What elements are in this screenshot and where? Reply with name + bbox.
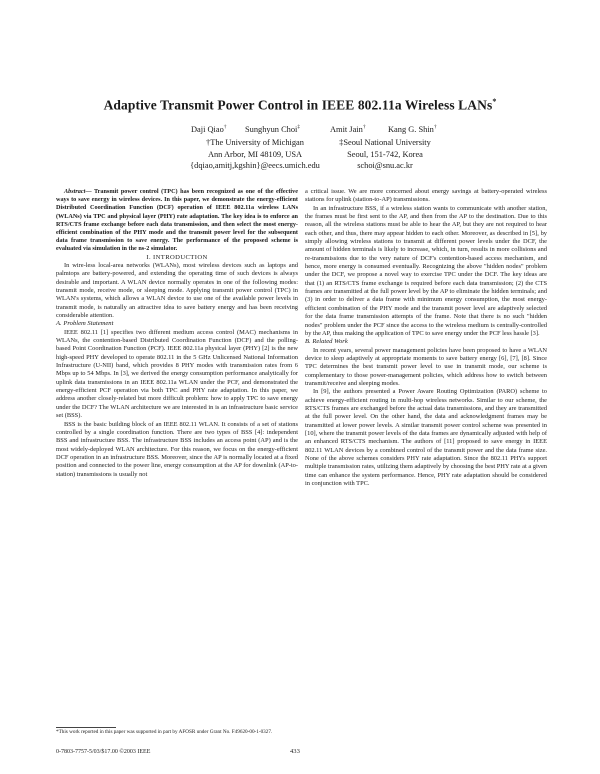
author-4-name: Kang G. Shin <box>388 124 434 134</box>
copyright-line: 0-7803-7757-5/03/$17.00 ©2003 IEEE <box>56 749 151 755</box>
problem-paragraph-1: IEEE 802.11 [1] specifies two different medium access control (MAC) mechanisms in WLANs, the contention-based Distributed Coordination Function (DCF) and the polling-based Point Coordination Function (PCF). IEEE 802.11a physical layer (PHY) [2] is the new high-speed PHY developed to operate 802.11 in the 5 GHz Unlicensed National Information Infrastructure (U-NII) band, which provides 8 PHY modes with transmission rates from 6 Mbps up to 54 Mbps. In [3], we derived the energy consumption performance analytically for uplink data transmissions in an IEEE 802.11a WLAN under the PCF, and demonstrated the energy-efficient PCF operation via both TPC and PHY rate adaptation. In this paper, we address another closely-related but more difficult problem: how to apply TPC to save energy under the DCF? The WLAN architecture we are interested in is an infrastructure basic service set (BSS). <box>56 328 298 420</box>
author-4 <box>388 124 437 134</box>
related-work-paragraph-1: In recent years, several power management policies have been proposed to have a WLAN device to sleep adaptively at appropriate moments to save battery energy [6], [7], [8]. Since TPC determines the best transmit power level to use in transmit mode, our scheme is complementary to those power-management policies, which address how to switch between transmit/receive and sleeping modes. <box>305 346 547 387</box>
footnote-divider <box>56 727 116 728</box>
author-3-name: Amit Jain <box>330 124 363 134</box>
author-2 <box>245 124 300 134</box>
paper-title <box>0 97 600 114</box>
author-3 <box>330 124 366 134</box>
author-1-name: Daji Qiao <box>191 124 224 134</box>
problem-paragraph-2: BSS is the basic building block of an IEEE 802.11 WLAN. It consists of a set of stations controlled by a single coordination function. There are two types of BSS [4]: independent BSS and infrastructure BSS. The infrastructure BSS includes an access point (AP) and is the most widely-deployed WLAN architecture. For this reason, we focus on the energy-efficient DCF operation in an infrastructure BSS. Moreover, since the AP is normally located at a fixed position and connected to the power line, energy consumption at the AP for downlink (AP-to-station) transmissions is usually not <box>56 420 298 478</box>
title-footnote-mark: * <box>492 97 497 106</box>
abstract-text: — Transmit power control (TPC) has been recognized as one of the effective ways to save energy in wireless devices. In this paper, we demonstrate the energy-efficient Distributed Coordination Function (DCF) operation of IEEE 802.11a wireless LANs (WLANs) via TPC and physical layer (PHY) rate adaptation. The key idea is to enforce an RTS/CTS frame exchange before each data transmission, and then select the most energy-efficient combination of the PHY mode and the transmit power level for the subsequent data frame transmission to save energy. The performance of the proposed scheme is evaluated via simulation in the ns-2 simulator. <box>56 188 298 253</box>
subsection-heading-related-work: B. Related Work <box>305 338 348 346</box>
intro-paragraph: In wire-less local-area networks (WLANs), most wireless devices such as laptops and palmtops are battery-powered, and extending the operating time of such devices is always desirable and important. A WLAN device normally operates in one of the following modes: transmit mode, receive mode, or sleeping mode. Applying transmit power control (TPC) in WLAN's systems, which allows a WLAN device to use one of the available power levels in transmit mode, is naturally an attractive idea to save battery energy and has been receiving considerable attention. <box>56 261 298 320</box>
abstract-label: Abstract <box>64 188 86 195</box>
affiliation-seoul-email: schoi@snu.ac.kr <box>357 161 413 170</box>
affiliation-michigan-line1: †The University of Michigan <box>206 138 304 147</box>
left-column <box>56 188 298 479</box>
author-1 <box>191 124 227 134</box>
right-column <box>305 188 547 488</box>
section-heading-introduction: I. INTRODUCTION <box>146 253 208 261</box>
author-1-mark: † <box>223 124 227 130</box>
subsection-heading-problem-statement: A. Problem Statement <box>56 320 114 328</box>
affiliation-michigan-email: {dqiao,amitj,kgshin}@eecs.umich.edu <box>190 161 320 170</box>
abstract <box>56 188 298 254</box>
footnote: *This work reported in this paper was supported in part by AFOSR under Grant No. F49620-00-1-0327. <box>56 729 273 735</box>
affiliation-seoul-line1: ‡Seoul National University <box>339 138 431 147</box>
affiliation-seoul-line2: Seoul, 151-742, Korea <box>347 149 423 159</box>
continuation-paragraph: a critical issue. We are more concerned about energy savings at battery-operated wireless stations for uplink (station-to-AP) transmissions. <box>305 188 547 204</box>
title-text: Adaptive Transmit Power Control in IEEE 802.11a Wireless LANs <box>103 97 493 113</box>
author-3-mark: † <box>362 124 366 130</box>
page-number: 433 <box>290 748 300 755</box>
author-names <box>0 124 600 136</box>
author-2-mark: ‡ <box>297 124 301 130</box>
affiliation-michigan-line2: Ann Arbor, MI 48109, USA <box>207 149 303 159</box>
author-4-mark: † <box>433 124 437 130</box>
infrastructure-paragraph: In an infrastructure BSS, if a wireless station wants to communicate with another station, the frames must be first sent to the AP, and then from the AP to the destination. Due to this reason, all the wireless stations must be able to hear the AP, but they are not required to hear each other, and thus, there may appear hidden to each other. Moreover, as described in [5], by simply allowing wireless stations to transmit at different power levels under the DCF, the amount of hidden terminals is likely to increase, which, in turn, results in more collisions and re-transmissions due to the very nature of DCF's contention-based access mechanism, and hence, more energy is consumed eventually. Recognizing the above "hidden nodes" problem under the DCF, we propose a novel way to exercise TPC under the DCF. The key ideas are that (1) an RTS/CTS frame exchange is required before each data transmission; (2) the CTS frames are transmitted at the full power level by the AP to eliminate the hidden terminals; and (3) in order to deliver a data frame with minimum energy consumption, the most energy-efficient combination of the PHY mode and the transmit power level are adaptively selected for the data frame transmission attempts of the frame. Note that there is no such "hidden nodes" problem under the PCF since the access to the wireless medium is centrally-controlled by the AP, thus making the application of TPC to save energy under the PCF less hassle [3]. <box>305 204 547 337</box>
affiliation-seoul <box>300 137 470 172</box>
related-work-paragraph-2: In [9], the authors presented a Power Aware Routing Optimization (PARO) scheme to achieve energy-efficient routing in multi-hop wireless networks. Similar to our scheme, the RTS/CTS frames are exchanged before the actual data transmissions, and they are transmitted at the full power level. On the other hand, the data and acknowledgment frames may be transmitted at lower power levels. A similar transmit power control scheme was presented in [10], where the transmit power levels of the data frames are dynamically adjusted with help of an enhanced RTS/CTS mechanism. The authors of [11] proposed to save energy in IEEE 802.11 WLAN devices by a combined control of the transmit power and the data frame size. None of the above schemes considers PHY rate adaptation. Since the 802.11 PHYs support multiple transmission rates, utilizing them adaptively by choosing the best PHY rate at a given time can enhance the system performance. Hence, PHY rate adaptation should be considered in conjunction with TPC. <box>305 388 547 488</box>
author-2-name: Sunghyun Choi <box>245 124 298 134</box>
